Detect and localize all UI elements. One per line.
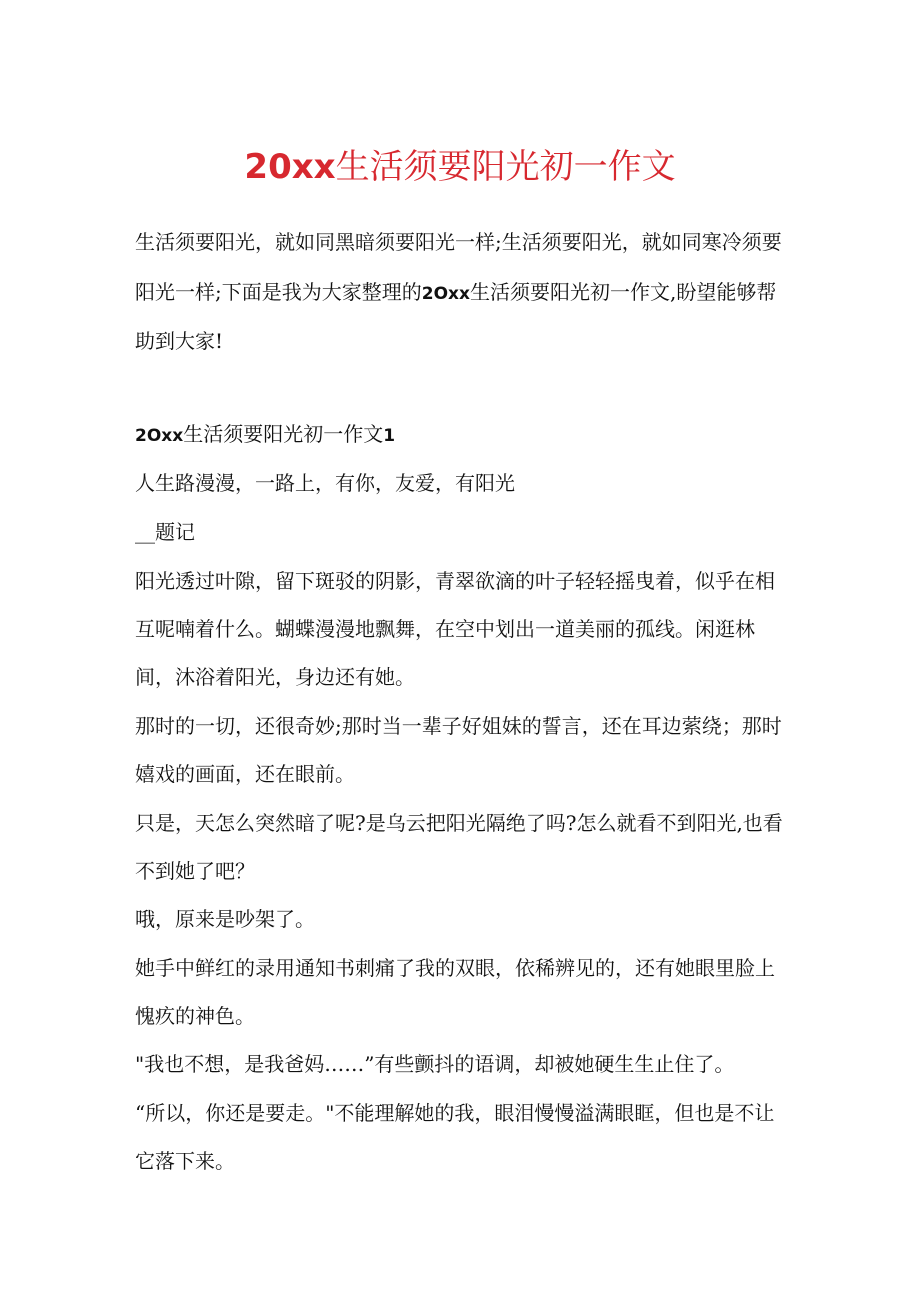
body-line: 哦，原来是吵架了。 — [135, 907, 315, 931]
intro-line-2 — [135, 277, 795, 309]
intro-line-2-end: 生活须要阳光初一作文,盼望能够帮 — [469, 280, 777, 304]
body-line: __题记 — [135, 520, 195, 544]
section-heading-index: 1 — [383, 426, 396, 446]
document-title — [0, 141, 920, 193]
body-line: "我也不想，是我爸妈……”有些颤抖的语调，却被她硬生生止住了。 — [135, 1052, 735, 1076]
body-line: 阳光透过叶隙，留下斑驳的阴影，青翠欲滴的叶子轻轻摇曳着，似乎在相 — [135, 569, 775, 593]
body-line: 那时的一切，还很奇妙;那时当一辈子好姐妹的誓言，还在耳边萦绕；那时 — [135, 714, 782, 738]
intro-line-3: 助到大家! — [135, 329, 224, 353]
body-line: 不到她了吧？ — [135, 859, 255, 883]
section-heading-year: 2Oxx — [135, 426, 184, 446]
body-line: 间，沐浴着阳光，身边还有她。 — [135, 665, 415, 689]
section-heading — [135, 419, 795, 451]
intro-line-2-start: 阳光一样;下面是我为大家整理的 — [135, 280, 422, 304]
body-line: 互呢喃着什么。蝴蝶漫漫地飘舞，在空中划出一道美丽的孤线。闲逛林 — [135, 617, 755, 641]
body-line: 嬉戏的画面，还在眼前。 — [135, 762, 355, 786]
body-line: 人生路漫漫，一路上，有你，友爱，有阳光 — [135, 471, 515, 495]
intro-year: 2Oxx — [421, 284, 470, 304]
intro-line-1: 生活须要阳光，就如同黑暗须要阳光一样;生活须要阳光，就如同寒冷须要 — [135, 230, 782, 254]
body-line: 她手中鲜红的录用通知书刺痛了我的双眼，依稀辨见的，还有她眼里脸上 — [135, 956, 775, 980]
body-line: 它落下来。 — [135, 1149, 235, 1173]
body-line: “所以，你还是要走。"不能理解她的我，眼泪慢慢溢满眼眶，但也是不让 — [135, 1101, 775, 1125]
section-heading-text: 生活须要阳光初一作文 — [183, 422, 384, 446]
body-line: 只是，天怎么突然暗了呢?是乌云把阳光隔绝了吗?怎么就看不到阳光,也看 — [135, 811, 783, 835]
body-line: 愧疚的神色。 — [135, 1004, 255, 1028]
title-number: 20xx — [244, 147, 336, 187]
title-text: 生活须要阳光初一作文 — [335, 147, 676, 187]
